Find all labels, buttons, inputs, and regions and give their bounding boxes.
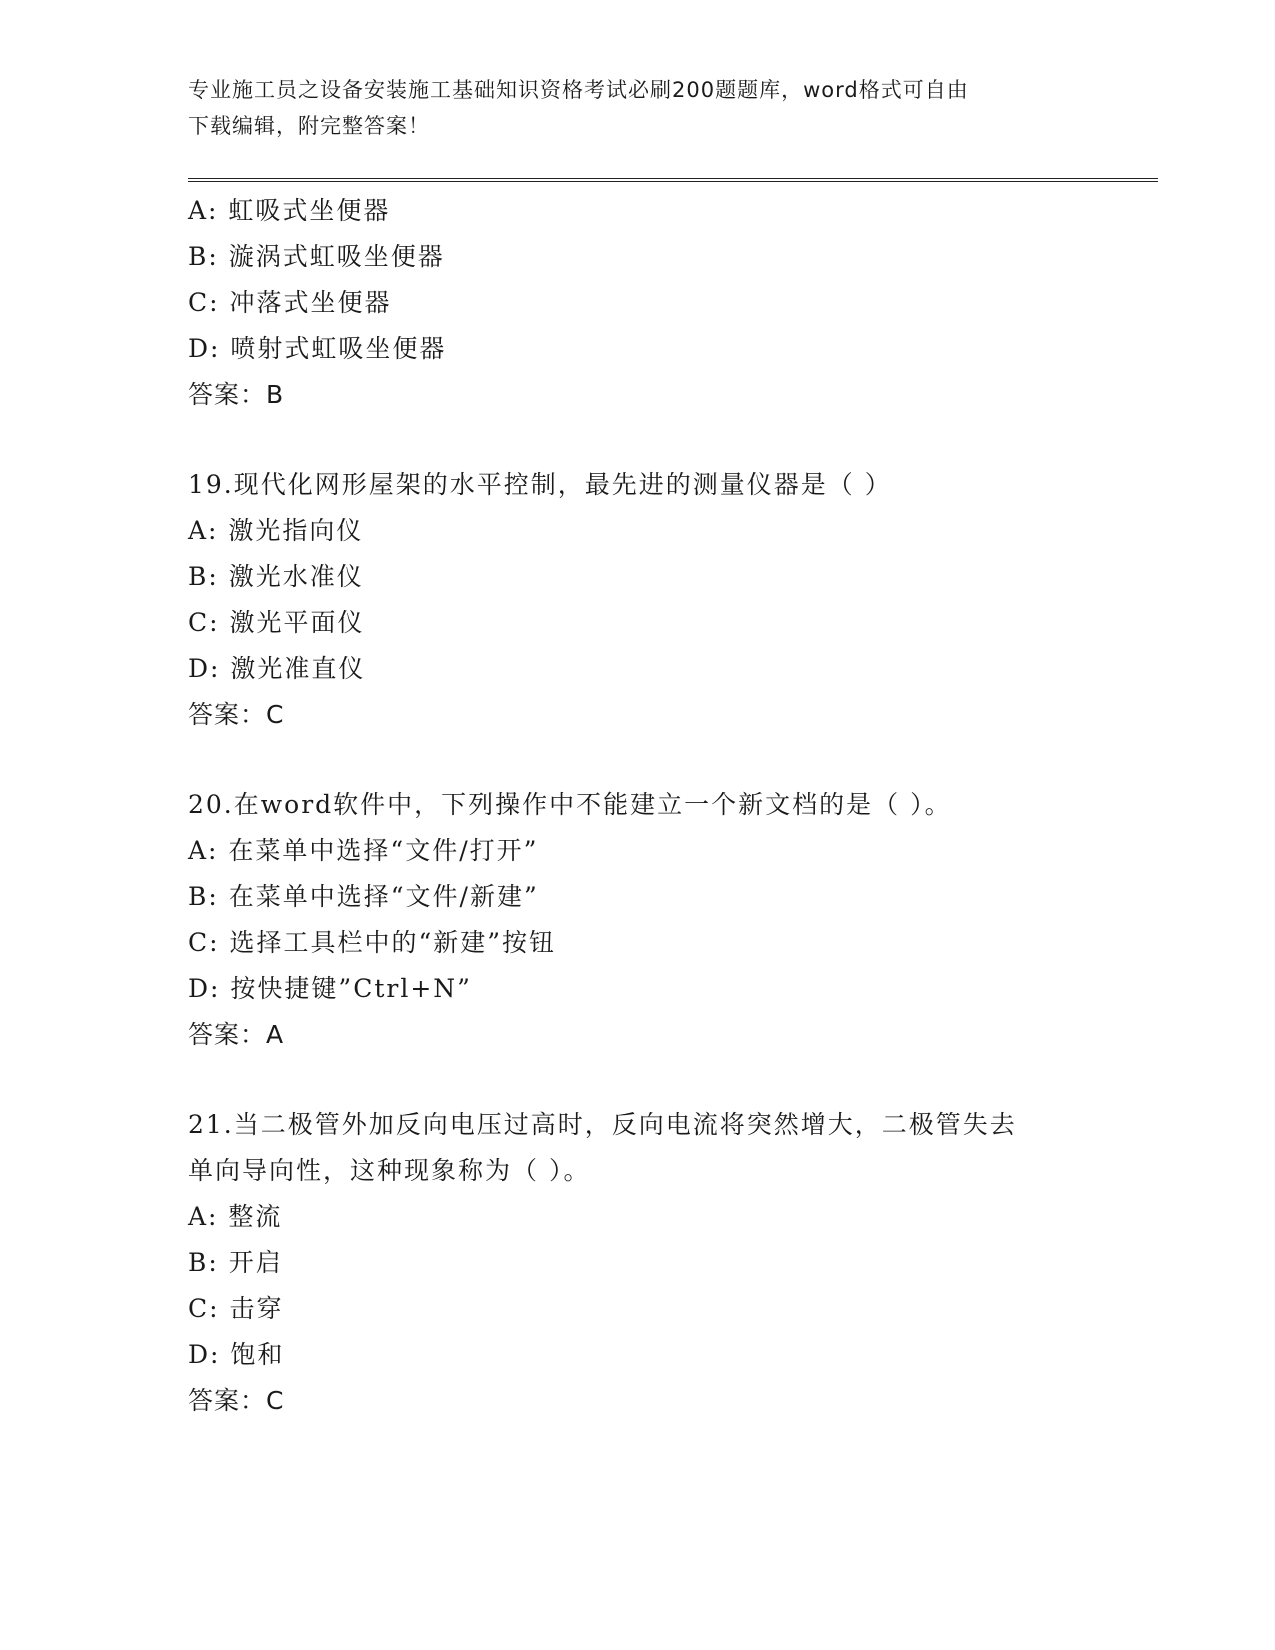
header-line-2: 下载编辑，附完整答案！ — [188, 114, 430, 138]
option-a: A: 整流 — [188, 1202, 283, 1231]
answer: 答案：B — [188, 380, 285, 409]
option-b: B: 激光水准仪 — [188, 562, 364, 591]
question-text-line-2: 单向导向性，这种现象称为（ ）。 — [188, 1156, 591, 1185]
question-19 — [188, 462, 1088, 738]
question-text-line-1: 21.当二极管外加反向电压过高时，反向电流将突然增大，二极管失去 — [188, 1110, 1017, 1139]
option-c: C: 冲落式坐便器 — [188, 288, 392, 317]
option-d: D: 按快捷键”Ctrl+N” — [188, 974, 472, 1003]
question-text: 19.现代化网形屋架的水平控制，最先进的测量仪器是（ ） — [188, 470, 892, 499]
option-b: B: 漩涡式虹吸坐便器 — [188, 242, 445, 271]
answer: 答案：A — [188, 1020, 285, 1049]
option-c: C: 选择工具栏中的“新建”按钮 — [188, 928, 557, 957]
option-b: B: 在菜单中选择“文件/新建” — [188, 882, 539, 911]
question-18-continued — [188, 188, 1088, 418]
option-a: A: 激光指向仪 — [188, 516, 364, 545]
option-d: D: 激光准直仪 — [188, 654, 366, 683]
document-header — [188, 72, 1088, 144]
spacer — [188, 418, 1088, 462]
answer: 答案：C — [188, 700, 285, 729]
spacer — [188, 738, 1088, 782]
option-c: C: 激光平面仪 — [188, 608, 365, 637]
option-c: C: 击穿 — [188, 1294, 284, 1323]
question-21 — [188, 1102, 1088, 1424]
header-divider — [188, 178, 1158, 182]
option-a: A: 虹吸式坐便器 — [188, 196, 391, 225]
question-20 — [188, 782, 1088, 1058]
option-b: B: 开启 — [188, 1248, 283, 1277]
option-d: D: 喷射式虹吸坐便器 — [188, 334, 447, 363]
option-a: A: 在菜单中选择“文件/打开” — [188, 836, 539, 865]
spacer — [188, 1058, 1088, 1102]
option-d: D: 饱和 — [188, 1340, 285, 1369]
header-line-1: 专业施工员之设备安装施工基础知识资格考试必刷200题题库，word格式可自由 — [188, 78, 969, 102]
question-text: 20.在word软件中，下列操作中不能建立一个新文档的是（ ）。 — [188, 790, 952, 819]
document-body — [188, 188, 1088, 1424]
answer: 答案：C — [188, 1386, 285, 1415]
